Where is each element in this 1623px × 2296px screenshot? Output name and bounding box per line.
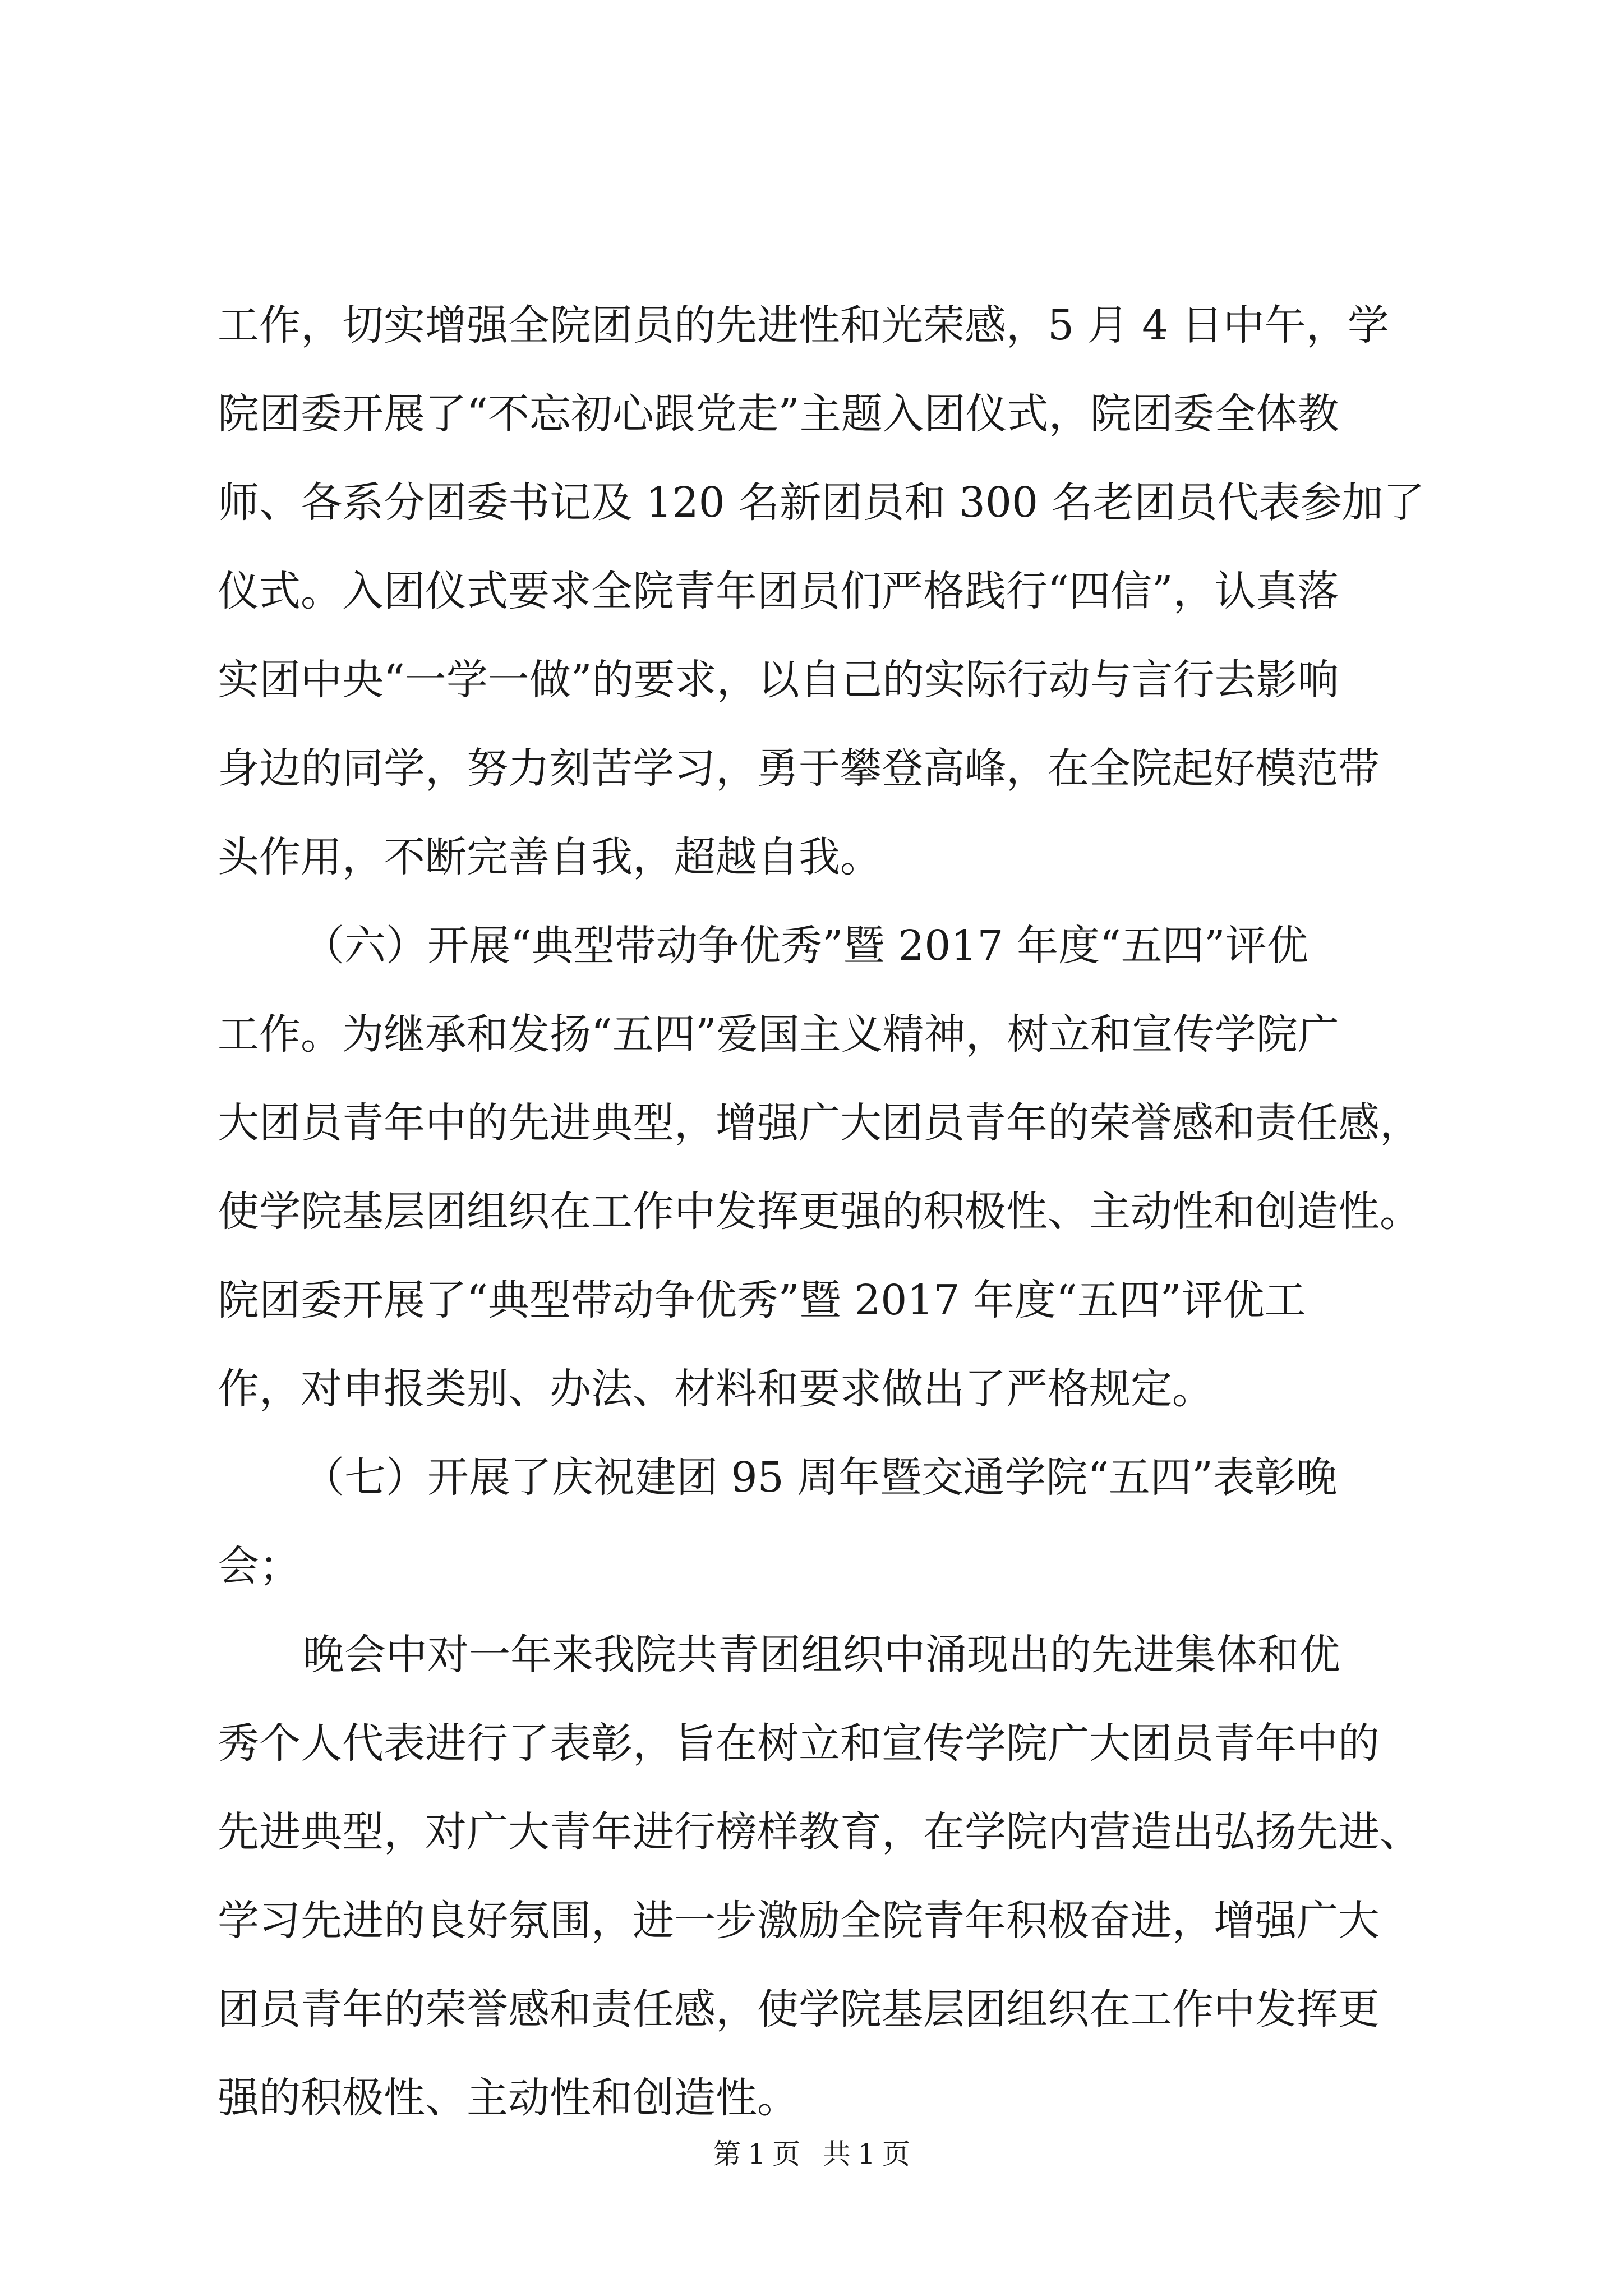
body-line: 工作。为继承和发扬“五四”爱国主义精神，树立和宣传学院广 <box>218 1010 1339 1059</box>
paragraph-start-line: 晚会中对一年来我院共青团组织中涌现出的先进集体和优 <box>303 1631 1340 1679</box>
body-line: 团员青年的荣誉感和责任感，使学院基层团组织在工作中发挥更 <box>218 1985 1380 2033</box>
body-line: 强的积极性、主动性和创造性。 <box>218 2074 799 2122</box>
body-line: 院团委开展了“不忘初心跟党走”主题入团仪式，院团委全体教 <box>218 390 1339 438</box>
footer-page-number: 1 <box>748 2138 766 2170</box>
body-line: 先进典型，对广大青年进行榜样教育，在学院内营造出弘扬先进、 <box>218 1808 1421 1856</box>
body-line: 作，对申报类别、办法、材料和要求做出了严格规定。 <box>218 1365 1214 1413</box>
section-heading-seven: （七）开展了庆祝建团 95 周年暨交通学院“五四”表彰晚 <box>303 1453 1338 1502</box>
body-line: 身边的同学，努力刻苦学习，勇于攀登高峰，在全院起好模范带 <box>218 744 1380 793</box>
body-line: 仪式。入团仪式要求全院青年团员们严格践行“四信”，认真落 <box>218 567 1339 615</box>
body-line: 师、各系分团委书记及 120 名新团员和 300 名老团员代表参加了 <box>218 478 1425 527</box>
footer-ye-total: 页 <box>882 2138 910 2170</box>
body-line: 院团委开展了“典型带动争优秀”暨 2017 年度“五四”评优工 <box>218 1276 1306 1324</box>
section-heading-six: （六）开展“典型带动争优秀”暨 2017 年度“五四”评优 <box>303 922 1308 970</box>
body-line: 会； <box>218 1542 301 1590</box>
footer-ye: 页 <box>772 2138 800 2170</box>
body-line: 秀个人代表进行了表彰，旨在树立和宣传学院广大团员青年中的 <box>218 1719 1380 1768</box>
page-footer <box>0 2134 1623 2174</box>
body-line: 工作，切实增强全院团员的先进性和光荣感，5 月 4 日中午，学 <box>218 301 1389 349</box>
footer-di: 第 <box>713 2138 741 2170</box>
body-line: 使学院基层团组织在工作中发挥更强的积极性、主动性和创造性。 <box>218 1188 1421 1236</box>
footer-gong: 共 <box>823 2138 851 2170</box>
body-line: 学习先进的良好氛围，进一步激励全院青年积极奋进，增强广大 <box>218 1897 1380 1945</box>
footer-total-pages: 1 <box>857 2138 875 2170</box>
body-line: 头作用，不断完善自我，超越自我。 <box>218 833 882 881</box>
body-line: 实团中央“一学一做”的要求，以自己的实际行动与言行去影响 <box>218 656 1339 704</box>
body-line: 大团员青年中的先进典型，增强广大团员青年的荣誉感和责任感， <box>218 1099 1421 1147</box>
